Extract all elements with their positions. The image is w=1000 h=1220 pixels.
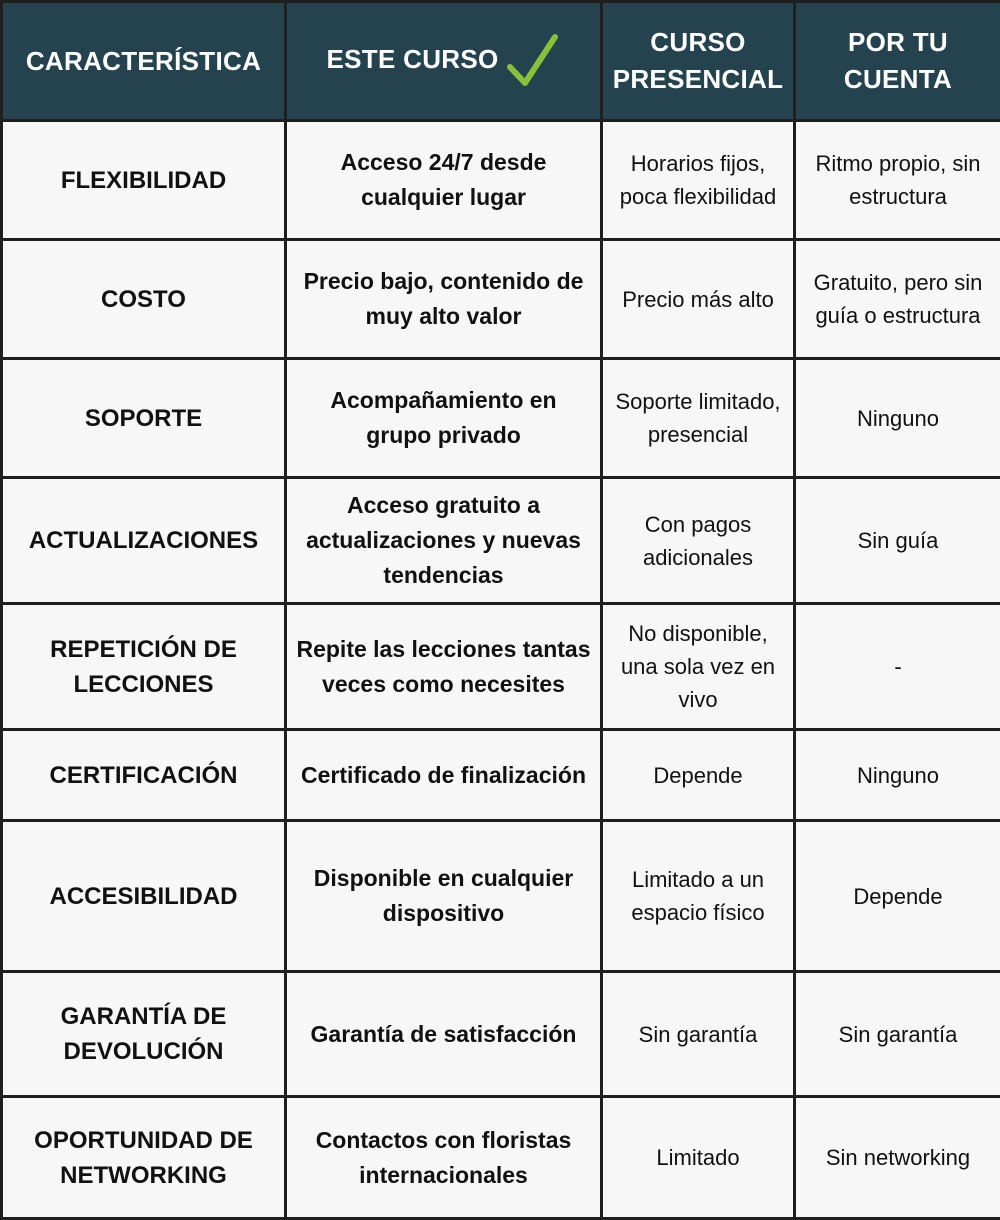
in-person-cell: Sin garantía — [602, 972, 795, 1097]
header-this-course: ESTE CURSO — [286, 2, 602, 121]
in-person-cell: No disponible, una sola vez en vivo — [602, 604, 795, 730]
feature-cell: COSTO — [2, 240, 286, 359]
this-course-cell: Garantía de satisfacción — [286, 972, 602, 1097]
in-person-cell: Limitado a un espacio físico — [602, 821, 795, 972]
table-row — [2, 1097, 1000, 1219]
feature-cell: REPETICIÓN DE LECCIONES — [2, 604, 286, 730]
this-course-cell: Contactos con floristas internacionales — [286, 1097, 602, 1219]
feature-cell: ACCESIBILIDAD — [2, 821, 286, 972]
this-course-cell: Repite las lecciones tantas veces como necesites — [286, 604, 602, 730]
table-row — [2, 478, 1000, 604]
this-course-cell: Acceso gratuito a actualizaciones y nuevas tendencias — [286, 478, 602, 604]
feature-cell: ACTUALIZACIONES — [2, 478, 286, 604]
table-row — [2, 121, 1000, 240]
in-person-cell: Soporte limitado, presencial — [602, 359, 795, 478]
table-row — [2, 821, 1000, 972]
on-your-own-cell: Ninguno — [795, 730, 1000, 821]
header-row — [2, 2, 1000, 121]
this-course-cell: Certificado de finalización — [286, 730, 602, 821]
table-row — [2, 240, 1000, 359]
on-your-own-cell: Ninguno — [795, 359, 1000, 478]
on-your-own-cell: Gratuito, pero sin guía o estructura — [795, 240, 1000, 359]
table-row — [2, 359, 1000, 478]
on-your-own-cell: Sin networking — [795, 1097, 1000, 1219]
header-feature: CARACTERÍSTICA — [2, 2, 286, 121]
header-in-person: CURSO PRESENCIAL — [602, 2, 795, 121]
in-person-cell: Precio más alto — [602, 240, 795, 359]
feature-cell: GARANTÍA DE DEVOLUCIÓN — [2, 972, 286, 1097]
on-your-own-cell: - — [795, 604, 1000, 730]
table-row — [2, 604, 1000, 730]
feature-cell: FLEXIBILIDAD — [2, 121, 286, 240]
header-on-your-own: POR TU CUENTA — [795, 2, 1000, 121]
feature-cell: OPORTUNIDAD DE NETWORKING — [2, 1097, 286, 1219]
on-your-own-cell: Ritmo propio, sin estructura — [795, 121, 1000, 240]
in-person-cell: Con pagos adicionales — [602, 478, 795, 604]
feature-cell: CERTIFICACIÓN — [2, 730, 286, 821]
feature-cell: SOPORTE — [2, 359, 286, 478]
in-person-cell: Depende — [602, 730, 795, 821]
on-your-own-cell: Sin guía — [795, 478, 1000, 604]
checkmark-icon — [505, 31, 561, 91]
table-row — [2, 972, 1000, 1097]
in-person-cell: Horarios fijos, poca flexibilidad — [602, 121, 795, 240]
this-course-cell: Precio bajo, contenido de muy alto valor — [286, 240, 602, 359]
table-row — [2, 730, 1000, 821]
on-your-own-cell: Depende — [795, 821, 1000, 972]
this-course-cell: Acompañamiento en grupo privado — [286, 359, 602, 478]
in-person-cell: Limitado — [602, 1097, 795, 1219]
this-course-cell: Disponible en cualquier dispositivo — [286, 821, 602, 972]
on-your-own-cell: Sin garantía — [795, 972, 1000, 1097]
this-course-cell: Acceso 24/7 desde cualquier lugar — [286, 121, 602, 240]
